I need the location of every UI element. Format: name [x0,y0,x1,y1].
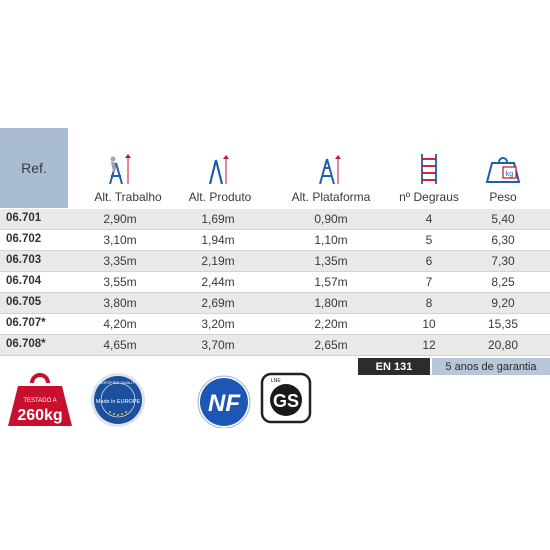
alt-plataforma-cell: 2,20m [314,317,348,331]
alt-produto-cell: 3,70m [201,338,235,352]
europe-badge-text: Made in EUROPE [95,399,141,405]
ref-cell: 06.707* [6,317,46,329]
platform-ladder-icon [276,154,386,184]
header-label-degraus: nº Degraus [399,190,459,204]
peso-cell: 8,25 [491,275,515,289]
ref-cell: 06.708* [6,338,46,350]
alt-plataforma-cell: 1,10m [314,233,348,247]
header-alt-trabalho [80,128,176,208]
header-label-peso: Peso [489,190,517,204]
load-badge-value: 260kg [17,407,63,424]
table-row [0,293,550,314]
nf-badge-text: NF [208,390,240,417]
table-row [0,272,550,293]
alt-trabalho-cell: 4,20m [103,317,137,331]
peso-cell: 6,30 [491,233,515,247]
alt-produto-cell: 1,69m [201,212,235,226]
table-row [0,209,550,230]
table-row [0,230,550,251]
alt-trabalho-cell: 3,10m [103,233,137,247]
header-label-alt-plataforma: Alt. Plataforma [291,190,371,204]
ref-cell: 06.701 [6,212,42,224]
europe-badge-ring-text: CERTIFIED QUALITY [98,380,138,385]
nf-certification-badge [196,372,252,428]
load-capacity-badge [6,372,74,428]
header-alt-produto [170,128,270,208]
alt-produto-cell: 2,19m [201,254,235,268]
degraus-cell: 7 [425,275,433,289]
alt-produto-cell: 2,69m [201,296,235,310]
ref-cell: 06.705 [6,296,42,308]
en-131-label: EN 131 [358,358,430,375]
alt-trabalho-cell: 2,90m [103,212,137,226]
table-row [0,335,550,356]
alt-produto-cell: 3,20m [201,317,235,331]
header-alt-plataforma [276,128,386,208]
weight-icon [470,154,536,184]
steps-icon [398,154,460,184]
degraus-cell: 12 [422,338,436,352]
table-body [0,209,550,356]
ref-cell: 06.703 [6,254,42,266]
alt-trabalho-cell: 4,65m [103,338,137,352]
degraus-cell: 8 [425,296,433,310]
gs-badge-small-text: LNE [271,378,281,384]
ladder-height-icon [170,154,270,184]
peso-cell: 20,80 [487,338,519,352]
degraus-cell: 10 [422,317,436,331]
table-row [0,314,550,335]
table-row [0,251,550,272]
degraus-cell: 6 [425,254,433,268]
alt-plataforma-cell: 1,35m [314,254,348,268]
alt-plataforma-cell: 2,65m [314,338,348,352]
peso-cell: 5,40 [491,212,515,226]
header-peso [470,128,536,208]
load-badge-top-text: TESTADO A [23,398,57,404]
header-label-alt-trabalho: Alt. Trabalho [94,190,162,204]
weight-icon-kg: kg [505,171,514,178]
header-label-alt-produto: Alt. Produto [188,190,252,204]
alt-trabalho-cell: 3,55m [103,275,137,289]
header-degraus [398,128,460,208]
degraus-cell: 4 [425,212,433,226]
ref-header: Ref. [0,128,68,208]
peso-cell: 9,20 [491,296,515,310]
degraus-cell: 5 [425,233,433,247]
made-in-europe-badge [90,372,146,428]
alt-plataforma-cell: 0,90m [314,212,348,226]
alt-plataforma-cell: 1,57m [314,275,348,289]
alt-produto-cell: 1,94m [201,233,235,247]
alt-plataforma-cell: 1,80m [314,296,348,310]
peso-cell: 15,35 [487,317,519,331]
gs-badge-text: GS [272,391,300,411]
warranty-label: 5 anos de garantia [432,358,550,375]
worker-ladder-icon [80,154,176,184]
alt-trabalho-cell: 3,80m [103,296,137,310]
ref-cell: 06.704 [6,275,42,287]
ref-cell: 06.702 [6,233,42,245]
gs-certification-badge [260,372,312,424]
alt-trabalho-cell: 3,35m [103,254,137,268]
alt-produto-cell: 2,44m [201,275,235,289]
peso-cell: 7,30 [491,254,515,268]
